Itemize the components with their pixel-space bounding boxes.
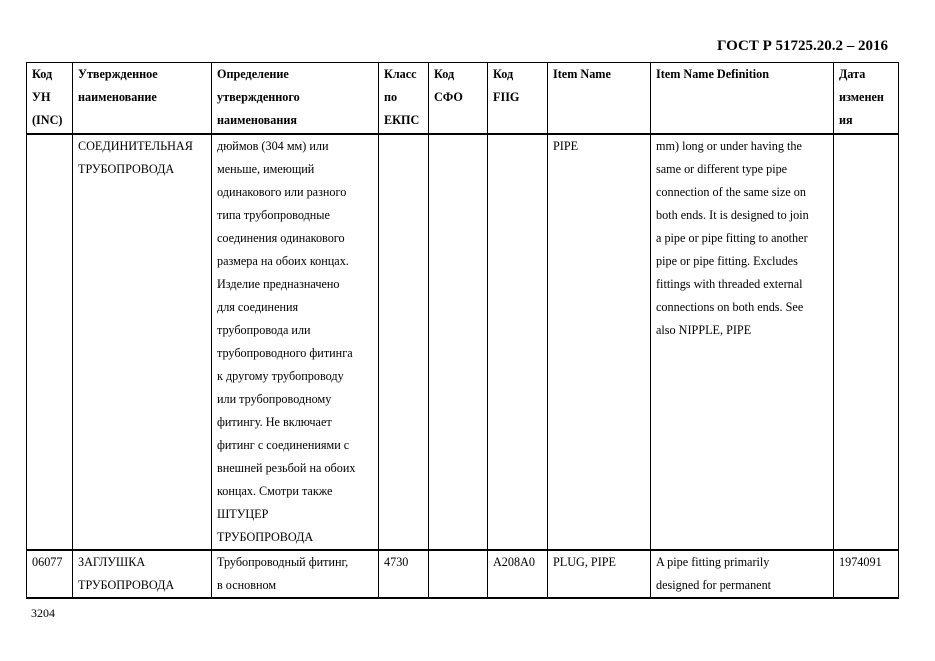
cell-inc-code: 06077 (27, 550, 73, 598)
cell-sfo-code (429, 134, 488, 550)
table-row (27, 550, 899, 598)
cell-approved-name: ЗАГЛУШКА ТРУБОПРОВОДА (73, 550, 212, 598)
header-approved-name: Утвержденное наименование (73, 63, 212, 135)
cell-name-definition: дюймов (304 мм) или меньше, имеющий одинакового или разного типа трубопроводные соединения одинакового размера на обоих концах. Изделие предназначено для соединения трубопровода или трубопроводного фитинга к другому трубопроводу или трубопроводному фитингу. Не включает фитинг с соединениями с внешней резьбой на обоих концах. Смотри также ШТУЦЕР ТРУБОПРОВОДА (212, 134, 379, 550)
page-number: 3204 (31, 606, 55, 620)
cell-change-date (834, 134, 899, 550)
header-fiig-code: Код FIIG (488, 63, 548, 135)
cell-change-date: 1974091 (834, 550, 899, 598)
cell-item-name-definition: A pipe fitting primarily designed for permanent (651, 550, 834, 598)
header-item-name-definition: Item Name Definition (651, 63, 834, 135)
cell-fiig-code (488, 134, 548, 550)
header-ekps-class: Класс по ЕКПС (379, 63, 429, 135)
header-item-name: Item Name (548, 63, 651, 135)
header-sfo-code: Код СФО (429, 63, 488, 135)
cell-ekps-class (379, 134, 429, 550)
header-change-date: Дата изменен ия (834, 63, 899, 135)
cell-item-name-definition: mm) long or under having the same or different type pipe connection of the same size on both ends. It is designed to join a pipe or pipe fitting to another pipe or pipe fitting. Excludes fittings with threaded external connections on both ends. See also NIPPLE, PIPE (651, 134, 834, 550)
cell-item-name: PLUG, PIPE (548, 550, 651, 598)
cell-inc-code (27, 134, 73, 550)
table-header-row (27, 63, 899, 135)
cell-fiig-code: A208A0 (488, 550, 548, 598)
header-inc-code: Код УН (INC) (27, 63, 73, 135)
catalog-table (26, 62, 899, 599)
cell-sfo-code (429, 550, 488, 598)
table-row (27, 134, 899, 550)
header-name-definition: Определение утвержденного наименования (212, 63, 379, 135)
cell-approved-name: СОЕДИНИТЕЛЬНАЯ ТРУБОПРОВОДА (73, 134, 212, 550)
cell-name-definition: Трубопроводный фитинг, в основном (212, 550, 379, 598)
cell-ekps-class: 4730 (379, 550, 429, 598)
document-title: ГОСТ Р 51725.20.2 – 2016 (716, 38, 888, 54)
cell-item-name: PIPE (548, 134, 651, 550)
